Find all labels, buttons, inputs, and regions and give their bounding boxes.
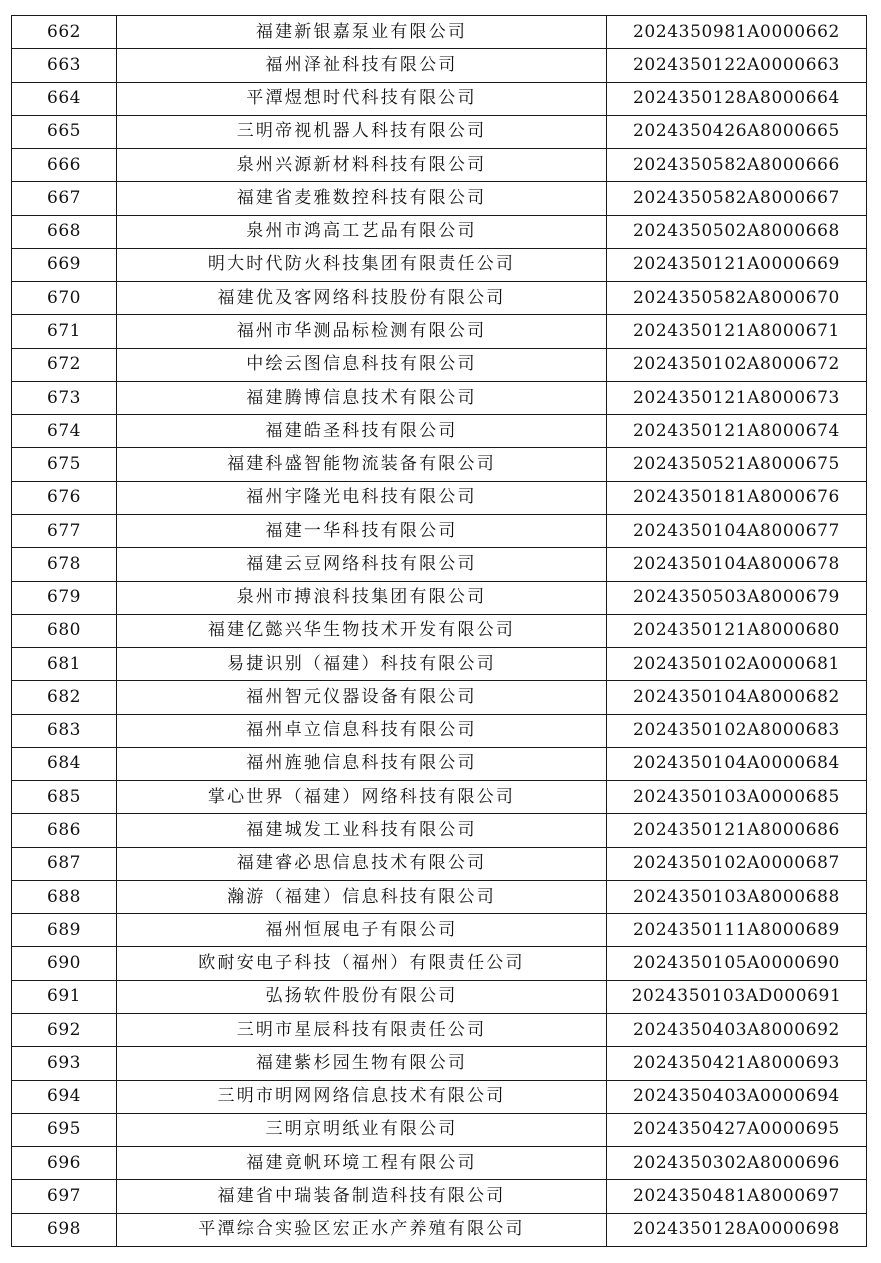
company-name-cell: 福建省麦雅数控科技有限公司	[117, 182, 607, 215]
row-number-cell: 692	[12, 1013, 117, 1046]
row-number-cell: 689	[12, 914, 117, 947]
company-name-cell: 平潭煜想时代科技有限公司	[117, 82, 607, 115]
company-name-cell: 福建优及客网络科技股份有限公司	[117, 282, 607, 315]
company-name-cell: 福州智元仪器设备有限公司	[117, 681, 607, 714]
company-name-cell: 福建新银嘉泵业有限公司	[117, 16, 607, 49]
registration-code-cell: 2024350582A8000666	[607, 149, 867, 182]
table-row	[12, 548, 867, 581]
row-number-cell: 696	[12, 1147, 117, 1180]
registration-code-cell: 2024350121A8000674	[607, 415, 867, 448]
row-number-cell: 663	[12, 49, 117, 82]
table-row	[12, 614, 867, 647]
row-number-cell: 686	[12, 814, 117, 847]
registration-code-cell: 2024350481A8000697	[607, 1180, 867, 1213]
table-row	[12, 381, 867, 414]
registration-code-cell: 2024350111A8000689	[607, 914, 867, 947]
row-number-cell: 697	[12, 1180, 117, 1213]
company-name-cell: 福建省中瑞装备制造科技有限公司	[117, 1180, 607, 1213]
row-number-cell: 693	[12, 1047, 117, 1080]
row-number-cell: 688	[12, 880, 117, 913]
registration-code-cell: 2024350104A8000677	[607, 514, 867, 547]
table-row	[12, 16, 867, 49]
registration-code-cell: 2024350503A8000679	[607, 581, 867, 614]
company-name-cell: 福州恒展电子有限公司	[117, 914, 607, 947]
company-name-cell: 平潭综合实验区宏正水产养殖有限公司	[117, 1213, 607, 1246]
table-row	[12, 747, 867, 780]
table-row	[12, 149, 867, 182]
company-name-cell: 福建亿懿兴华生物技术开发有限公司	[117, 614, 607, 647]
company-name-cell: 福建城发工业科技有限公司	[117, 814, 607, 847]
row-number-cell: 665	[12, 115, 117, 148]
row-number-cell: 669	[12, 248, 117, 281]
row-number-cell: 675	[12, 448, 117, 481]
company-name-cell: 福建竟帆环境工程有限公司	[117, 1147, 607, 1180]
table-row	[12, 880, 867, 913]
row-number-cell: 690	[12, 947, 117, 980]
table-row	[12, 1047, 867, 1080]
table-row	[12, 581, 867, 614]
table-row	[12, 282, 867, 315]
row-number-cell: 685	[12, 781, 117, 814]
row-number-cell: 694	[12, 1080, 117, 1113]
table-row	[12, 49, 867, 82]
table-row	[12, 215, 867, 248]
table-row	[12, 182, 867, 215]
registration-code-cell: 2024350427A0000695	[607, 1113, 867, 1146]
company-name-cell: 福州泽祉科技有限公司	[117, 49, 607, 82]
registration-code-cell: 2024350502A8000668	[607, 215, 867, 248]
row-number-cell: 683	[12, 714, 117, 747]
company-name-cell: 福州市华测品标检测有限公司	[117, 315, 607, 348]
row-number-cell: 681	[12, 648, 117, 681]
row-number-cell: 682	[12, 681, 117, 714]
registration-code-cell: 2024350181A8000676	[607, 481, 867, 514]
table-row	[12, 1147, 867, 1180]
table-row	[12, 714, 867, 747]
company-name-cell: 掌心世界（福建）网络科技有限公司	[117, 781, 607, 814]
table-row	[12, 1013, 867, 1046]
row-number-cell: 679	[12, 581, 117, 614]
table-row	[12, 415, 867, 448]
company-name-cell: 福建睿必思信息技术有限公司	[117, 847, 607, 880]
row-number-cell: 678	[12, 548, 117, 581]
row-number-cell: 673	[12, 381, 117, 414]
row-number-cell: 674	[12, 415, 117, 448]
registration-code-cell: 2024350981A0000662	[607, 16, 867, 49]
registration-code-cell: 2024350128A8000664	[607, 82, 867, 115]
row-number-cell: 666	[12, 149, 117, 182]
table-row	[12, 315, 867, 348]
registration-code-cell: 2024350121A8000686	[607, 814, 867, 847]
row-number-cell: 667	[12, 182, 117, 215]
company-name-cell: 三明市明网网络信息技术有限公司	[117, 1080, 607, 1113]
registration-code-cell: 2024350403A0000694	[607, 1080, 867, 1113]
registration-code-cell: 2024350582A8000667	[607, 182, 867, 215]
table-row	[12, 1213, 867, 1246]
registration-code-cell: 2024350102A0000687	[607, 847, 867, 880]
company-name-cell: 易捷识别（福建）科技有限公司	[117, 648, 607, 681]
company-name-cell: 福州宇隆光电科技有限公司	[117, 481, 607, 514]
company-name-cell: 福州卓立信息科技有限公司	[117, 714, 607, 747]
registration-code-cell: 2024350103AD000691	[607, 980, 867, 1013]
company-name-cell: 福建科盛智能物流装备有限公司	[117, 448, 607, 481]
table-row	[12, 781, 867, 814]
row-number-cell: 687	[12, 847, 117, 880]
company-name-cell: 福州旌驰信息科技有限公司	[117, 747, 607, 780]
registration-code-cell: 2024350104A8000678	[607, 548, 867, 581]
registration-code-cell: 2024350403A8000692	[607, 1013, 867, 1046]
registration-code-cell: 2024350102A8000683	[607, 714, 867, 747]
company-name-cell: 瀚游（福建）信息科技有限公司	[117, 880, 607, 913]
table-row	[12, 82, 867, 115]
row-number-cell: 670	[12, 282, 117, 315]
company-name-cell: 福建腾博信息技术有限公司	[117, 381, 607, 414]
company-registry-table	[11, 15, 867, 1247]
table-row	[12, 1080, 867, 1113]
registration-code-cell: 2024350121A8000671	[607, 315, 867, 348]
row-number-cell: 662	[12, 16, 117, 49]
registration-code-cell: 2024350302A8000696	[607, 1147, 867, 1180]
table-body	[12, 16, 867, 1247]
table-row	[12, 947, 867, 980]
row-number-cell: 684	[12, 747, 117, 780]
row-number-cell: 668	[12, 215, 117, 248]
company-name-cell: 中绘云图信息科技有限公司	[117, 348, 607, 381]
table-row	[12, 514, 867, 547]
company-name-cell: 三明帝视机器人科技有限公司	[117, 115, 607, 148]
registration-code-cell: 2024350421A8000693	[607, 1047, 867, 1080]
table-row	[12, 448, 867, 481]
row-number-cell: 695	[12, 1113, 117, 1146]
table-row	[12, 481, 867, 514]
row-number-cell: 671	[12, 315, 117, 348]
registration-code-cell: 2024350128A0000698	[607, 1213, 867, 1246]
row-number-cell: 672	[12, 348, 117, 381]
row-number-cell: 680	[12, 614, 117, 647]
company-name-cell: 福建云豆网络科技有限公司	[117, 548, 607, 581]
table-row	[12, 248, 867, 281]
company-name-cell: 弘扬软件股份有限公司	[117, 980, 607, 1013]
table-row	[12, 1180, 867, 1213]
registration-code-cell: 2024350104A8000682	[607, 681, 867, 714]
row-number-cell: 691	[12, 980, 117, 1013]
registration-code-cell: 2024350121A8000680	[607, 614, 867, 647]
registration-code-cell: 2024350102A8000672	[607, 348, 867, 381]
table-row	[12, 348, 867, 381]
table-row	[12, 847, 867, 880]
row-number-cell: 677	[12, 514, 117, 547]
registration-code-cell: 2024350121A8000673	[607, 381, 867, 414]
registration-code-cell: 2024350121A0000669	[607, 248, 867, 281]
company-name-cell: 福建紫杉园生物有限公司	[117, 1047, 607, 1080]
table-row	[12, 115, 867, 148]
registration-code-cell: 2024350103A0000685	[607, 781, 867, 814]
table-row	[12, 914, 867, 947]
registration-code-cell: 2024350426A8000665	[607, 115, 867, 148]
table-row	[12, 814, 867, 847]
table-row	[12, 980, 867, 1013]
table-row	[12, 1113, 867, 1146]
table-row	[12, 648, 867, 681]
registration-code-cell: 2024350582A8000670	[607, 282, 867, 315]
row-number-cell: 664	[12, 82, 117, 115]
registration-code-cell: 2024350105A0000690	[607, 947, 867, 980]
row-number-cell: 698	[12, 1213, 117, 1246]
company-name-cell: 三明市星辰科技有限责任公司	[117, 1013, 607, 1046]
registration-code-cell: 2024350122A0000663	[607, 49, 867, 82]
registration-code-cell: 2024350521A8000675	[607, 448, 867, 481]
company-name-cell: 欧耐安电子科技（福州）有限责任公司	[117, 947, 607, 980]
company-name-cell: 三明京明纸业有限公司	[117, 1113, 607, 1146]
company-name-cell: 泉州兴源新材料科技有限公司	[117, 149, 607, 182]
company-name-cell: 泉州市鸿高工艺品有限公司	[117, 215, 607, 248]
row-number-cell: 676	[12, 481, 117, 514]
registration-code-cell: 2024350103A8000688	[607, 880, 867, 913]
registration-code-cell: 2024350102A0000681	[607, 648, 867, 681]
company-name-cell: 泉州市搏浪科技集团有限公司	[117, 581, 607, 614]
table-row	[12, 681, 867, 714]
registration-code-cell: 2024350104A0000684	[607, 747, 867, 780]
company-name-cell: 明大时代防火科技集团有限责任公司	[117, 248, 607, 281]
company-name-cell: 福建一华科技有限公司	[117, 514, 607, 547]
company-name-cell: 福建皓圣科技有限公司	[117, 415, 607, 448]
